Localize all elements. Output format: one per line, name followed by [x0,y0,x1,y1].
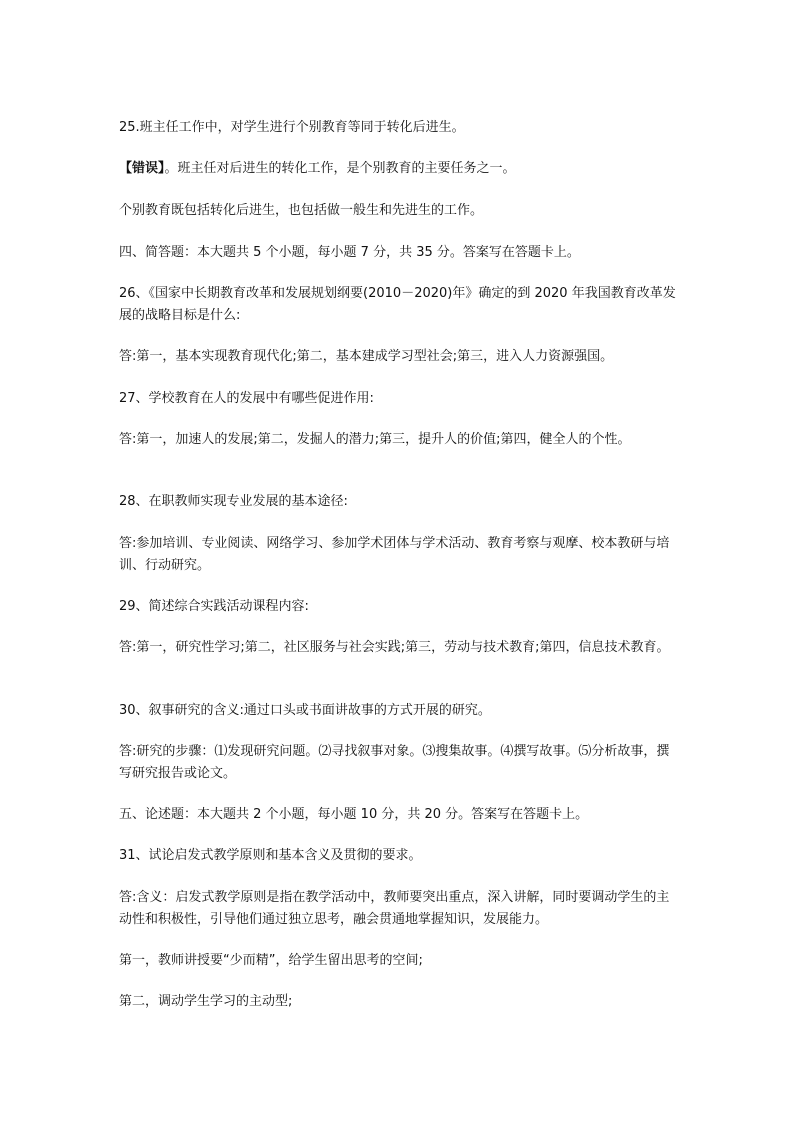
question-25: 25.班主任工作中，对学生进行个别教育等同于转化后进生。 [119,120,465,135]
question-25-answer [119,158,679,180]
question-31-answer: 答:含义：启发式教学原则是指在教学活动中，教师要突出重点，深入讲解，同时要调动学生的主动性和积极性，引导他们通过独立思考，融会贯通地掌握知识，发展能力。 [119,890,670,927]
question-30: 30、叙事研究的含义:通过口头或书面讲故事的方式开展的研究。 [119,703,491,718]
section-heading-short-answer: 四、简答题：本大题共 5 个小题，每小题 7 分，共 35 分。答案写在答题卡上。 [119,245,580,260]
question-28-answer: 答:参加培训、专业阅读、网络学习、参加学术团体与学术活动、教育考察与观摩、校本教研与培训、行动研究。 [119,536,670,573]
question-27: 27、学校教育在人的发展中有哪些促进作用: [119,391,374,406]
section-heading-essay: 五、论述题：本大题共 2 个小题，每小题 10 分，共 20 分。答案写在答题卡上。 [119,807,589,822]
question-31: 31、试论启发式教学原则和基本含义及贯彻的要求。 [119,848,422,863]
question-29-answer: 答:第一，研究性学习;第二，社区服务与社会实践;第三，劳动与技术教育;第四，信息技术教育。 [119,640,670,655]
question-26: 26、《国家中长期教育改革和发展规划纲要(2010－2020)年》确定的到 2020 年我国教育改革发展的战略目标是什么: [119,286,676,323]
question-27-answer: 答:第一，加速人的发展;第二，发掘人的潜力;第三，提升人的价值;第四，健全人的个性。 [119,432,631,447]
question-26-answer: 答:第一，基本实现教育现代化;第二，基本建成学习型社会;第三，进入人力资源强国。 [119,349,614,364]
question-30-answer: 答:研究的步骤：⑴发现研究问题。⑵寻找叙事对象。⑶搜集故事。⑷撰写故事。⑸分析故事，撰写研究报告或论文。 [119,744,670,781]
question-31-point-2: 第二，调动学生学习的主动型; [119,994,293,1009]
answer-mark-wrong: 【错误】 [119,161,165,176]
question-25-explanation: 个别教育既包括转化后进生，也包括做一般生和先进生的工作。 [119,203,484,218]
question-29: 29、简述综合实践活动课程内容: [119,599,309,614]
answer-text: 。班主任对后进生的转化工作，是个别教育的主要任务之一。 [164,161,516,176]
question-31-point-1: 第一，教师讲授要“少而精”，给学生留出思考的空间; [119,953,423,968]
question-28: 28、在职教师实现专业发展的基本途径: [119,494,348,509]
